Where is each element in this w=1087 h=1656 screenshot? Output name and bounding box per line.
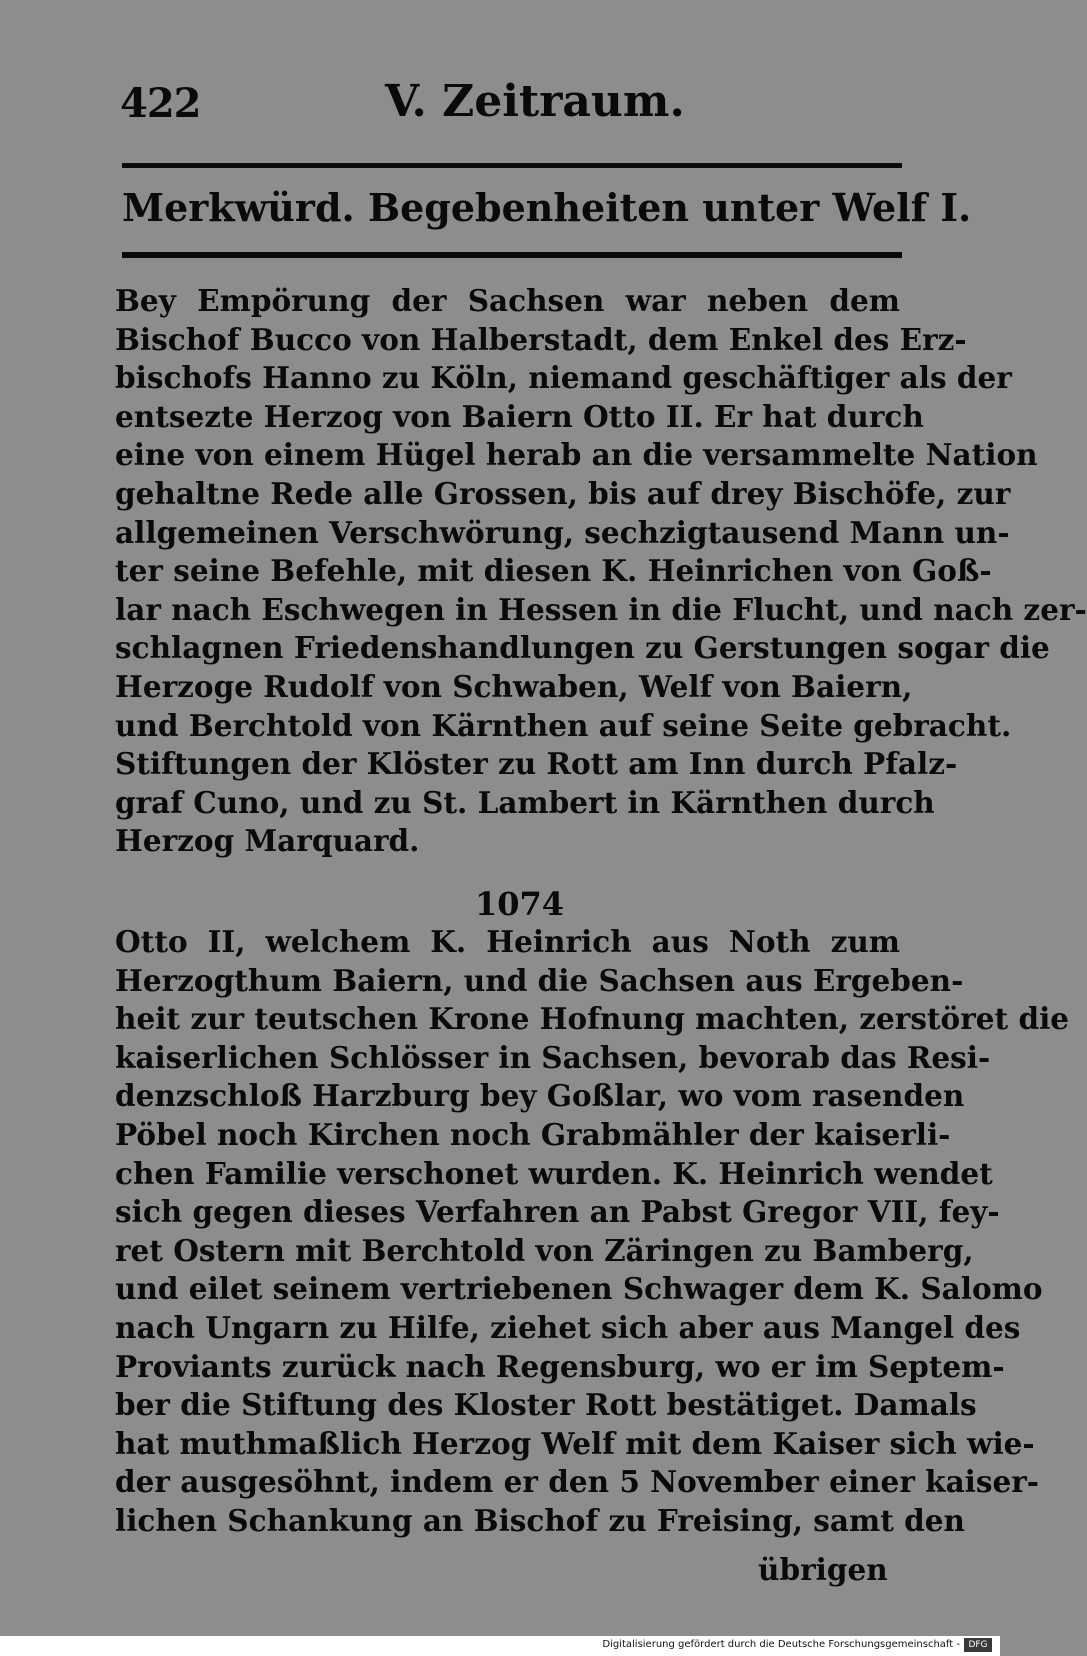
year-heading: 1074 [475, 885, 565, 923]
text-line: Bischof Bucco von Halberstadt, dem Enkel des Erz- [115, 321, 967, 357]
text-line: sich gegen dieses Verfahren an Pabst Gregor VII, fey- [115, 1194, 1000, 1230]
text-line: Bey Empörung der Sachsen war neben dem [115, 283, 900, 318]
text-line: Otto II, welchem K. Heinrich aus Noth zum [115, 924, 900, 959]
text-line: heit zur teutschen Krone Hofnung machten, zerstöret die [115, 1001, 1070, 1037]
page-header [120, 70, 900, 130]
top-rule [122, 163, 902, 168]
text-line: eine von einem Hügel herab an die versammelte Nation [115, 437, 1038, 473]
text-line: ber die Stiftung des Kloster Rott bestätiget. Damals [115, 1387, 977, 1423]
text-line: bischofs Hanno zu Köln, niemand geschäftiger als der [115, 360, 1012, 396]
running-head: V. Zeitraum. [385, 76, 685, 127]
section-title: Merkwürd. Begebenheiten unter Welf I. [122, 185, 972, 230]
text-line: schlagnen Friedenshandlungen zu Gerstungen sogar die [115, 630, 1050, 666]
text-line: Stiftungen der Klöster zu Rott am Inn durch Pfalz- [115, 746, 958, 782]
digitization-footer [0, 1636, 1000, 1656]
text-line: gehaltne Rede alle Grossen, bis auf drey Bischöfe, zur [115, 475, 1011, 511]
text-line: Herzog Marquard. [115, 823, 420, 859]
text-line: entsezte Herzog von Baiern Otto II. Er hat durch [115, 398, 924, 434]
text-line: hat muthmaßlich Herzog Welf mit dem Kaiser sich wie- [115, 1425, 1035, 1461]
text-line: allgemeinen Verschwörung, sechzigtausend Mann un- [115, 514, 1010, 550]
text-line: lichen Schankung an Bischof zu Freising, samt den [115, 1502, 965, 1538]
text-line: Herzoge Rudolf von Schwaben, Welf von Baiern, [115, 668, 913, 704]
text-line: der ausgesöhnt, indem er den 5 November einer kaiser- [115, 1464, 1040, 1500]
text-line: und Berchtold von Kärnthen auf seine Seite gebracht. [115, 707, 1012, 743]
text-line: denzschloß Harzburg bey Goßlar, wo vom rasenden [115, 1078, 965, 1114]
text-line: kaiserlichen Schlösser in Sachsen, bevorab das Resi- [115, 1039, 991, 1075]
text-line: chen Familie verschonet wurden. K. Heinrich wendet [115, 1155, 993, 1191]
page-number: 422 [120, 80, 201, 127]
text-line: und eilet seinem vertriebenen Schwager dem K. Salomo [115, 1271, 1043, 1307]
text-line: ret Ostern mit Berchtold von Zäringen zu Bamberg, [115, 1232, 974, 1268]
text-line: ter seine Befehle, mit diesen K. Heinrichen von Goß- [115, 553, 992, 589]
paragraph-2 [115, 923, 1070, 1541]
text-line: Herzogthum Baiern, und die Sachsen aus Ergeben- [115, 962, 964, 998]
text-line: graf Cuno, und zu St. Lambert in Kärnthen durch [115, 784, 935, 820]
text-line: Proviants zurück nach Regensburg, wo er im Septem- [115, 1348, 1005, 1384]
text-line: lar nach Eschwegen in Hessen in die Flucht, und nach zer- [115, 591, 1087, 627]
dfg-logo-icon: DFG [964, 1638, 992, 1652]
text-line: Pöbel noch Kirchen noch Grabmähler der kaiserli- [115, 1116, 951, 1152]
text-line: nach Ungarn zu Hilfe, ziehet sich aber aus Mangel des [115, 1309, 1021, 1345]
footer-credit-text: Digitalisierung gefördert durch die Deutsche Forschungsgemeinschaft - [602, 1639, 960, 1650]
catchword: übrigen [758, 1552, 888, 1587]
bottom-rule [122, 252, 902, 258]
paragraph-1 [115, 282, 1087, 861]
